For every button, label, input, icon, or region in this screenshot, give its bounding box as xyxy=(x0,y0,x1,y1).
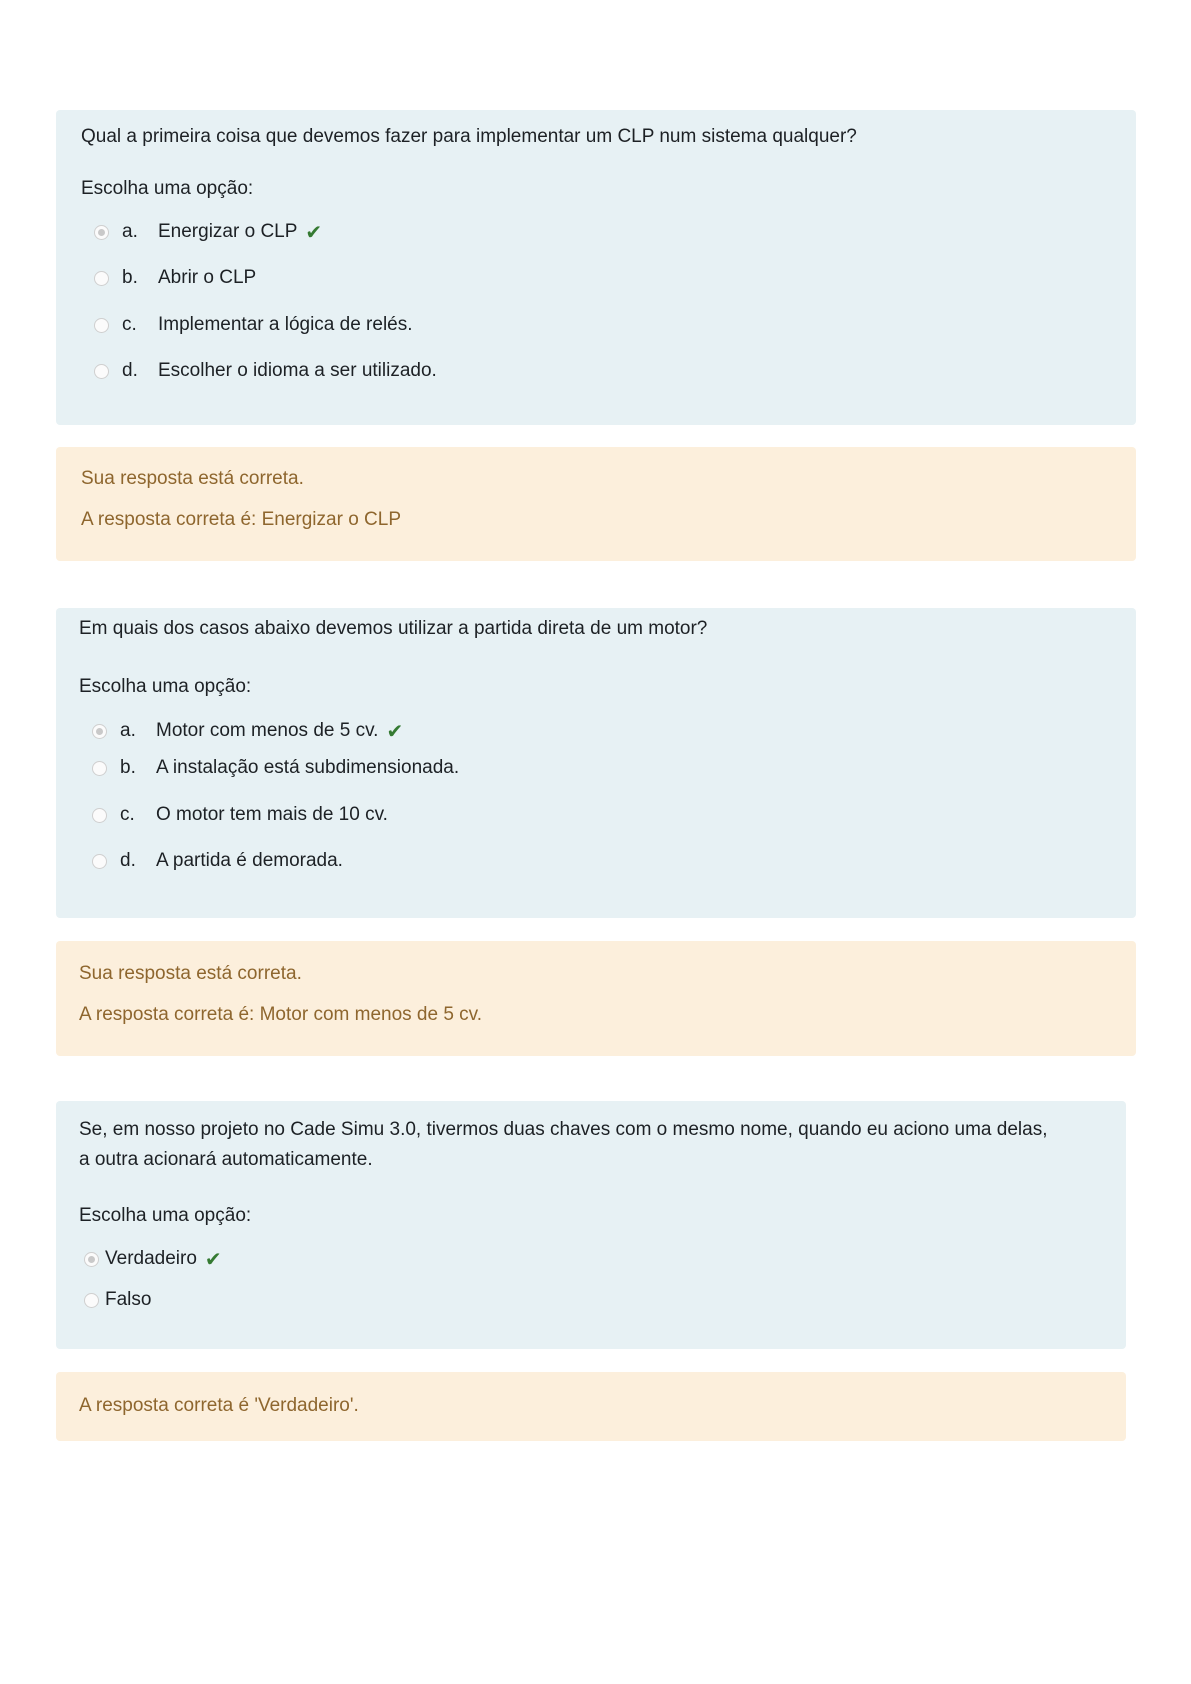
option-label: A instalação está subdimensionada. xyxy=(156,757,460,778)
option-label: Energizar o CLP xyxy=(158,221,298,242)
question-3-box xyxy=(56,1101,1126,1349)
radio-selected[interactable] xyxy=(94,225,109,240)
check-icon: ✔ xyxy=(386,719,404,743)
radio-selected[interactable] xyxy=(92,724,107,739)
feedback-status: Sua resposta está correta. xyxy=(79,963,302,984)
option-letter: b. xyxy=(122,267,138,288)
question-3-option-false[interactable] xyxy=(84,1289,151,1311)
option-label: Implementar a lógica de relés. xyxy=(158,314,413,335)
check-icon: ✔ xyxy=(305,220,323,244)
question-2-option-b[interactable] xyxy=(92,757,459,779)
question-2-option-a[interactable] xyxy=(92,719,403,743)
radio[interactable] xyxy=(94,318,109,333)
question-1-option-d[interactable] xyxy=(94,360,437,382)
feedback-answer: A resposta correta é: Energizar o CLP xyxy=(81,509,401,530)
question-1-prompt: Escolha uma opção: xyxy=(81,178,254,199)
radio[interactable] xyxy=(84,1293,99,1308)
feedback-answer: A resposta correta é: Motor com menos de 5 cv. xyxy=(79,1004,483,1025)
option-label: Abrir o CLP xyxy=(158,267,257,288)
question-2-text: Em quais dos casos abaixo devemos utilizar a partida direta de um motor? xyxy=(79,618,708,639)
question-2-box xyxy=(56,608,1136,918)
question-2-prompt: Escolha uma opção: xyxy=(79,676,252,697)
option-label: Motor com menos de 5 cv. xyxy=(156,720,379,741)
question-2-feedback xyxy=(56,941,1136,1056)
feedback-status: Sua resposta está correta. xyxy=(81,468,304,489)
question-1-box xyxy=(56,110,1136,425)
option-label: O motor tem mais de 10 cv. xyxy=(156,804,388,825)
option-letter: a. xyxy=(122,221,138,242)
radio-selected[interactable] xyxy=(84,1252,99,1267)
radio[interactable] xyxy=(92,854,107,869)
option-letter: d. xyxy=(120,850,136,871)
radio[interactable] xyxy=(94,364,109,379)
question-1-option-a[interactable] xyxy=(94,220,322,244)
question-1-feedback xyxy=(56,447,1136,561)
option-letter: c. xyxy=(120,804,135,825)
option-letter: a. xyxy=(120,720,136,741)
option-letter: c. xyxy=(122,314,137,335)
option-label: Verdadeiro xyxy=(105,1248,197,1269)
option-label: A partida é demorada. xyxy=(156,850,343,871)
question-1-option-b[interactable] xyxy=(94,267,256,289)
question-3-text-line-1: Se, em nosso projeto no Cade Simu 3.0, tivermos duas chaves com o mesmo nome, quando eu aciono uma delas, xyxy=(79,1119,1048,1140)
option-label: Escolher o idioma a ser utilizado. xyxy=(158,360,437,381)
radio[interactable] xyxy=(92,808,107,823)
question-2-option-c[interactable] xyxy=(92,804,388,826)
option-letter: b. xyxy=(120,757,136,778)
option-label: Falso xyxy=(105,1289,152,1310)
question-1-text: Qual a primeira coisa que devemos fazer para implementar um CLP num sistema qualquer? xyxy=(81,126,857,147)
question-2-option-d[interactable] xyxy=(92,850,343,872)
check-icon: ✔ xyxy=(204,1247,222,1271)
question-3-feedback xyxy=(56,1372,1126,1441)
question-3-text-line-2: a outra acionará automaticamente. xyxy=(79,1149,373,1170)
radio[interactable] xyxy=(92,761,107,776)
question-3-option-true[interactable] xyxy=(84,1247,222,1271)
feedback-answer: A resposta correta é 'Verdadeiro'. xyxy=(79,1395,359,1416)
question-1-option-c[interactable] xyxy=(94,314,413,336)
question-3-prompt: Escolha uma opção: xyxy=(79,1205,252,1226)
radio[interactable] xyxy=(94,271,109,286)
option-letter: d. xyxy=(122,360,138,381)
